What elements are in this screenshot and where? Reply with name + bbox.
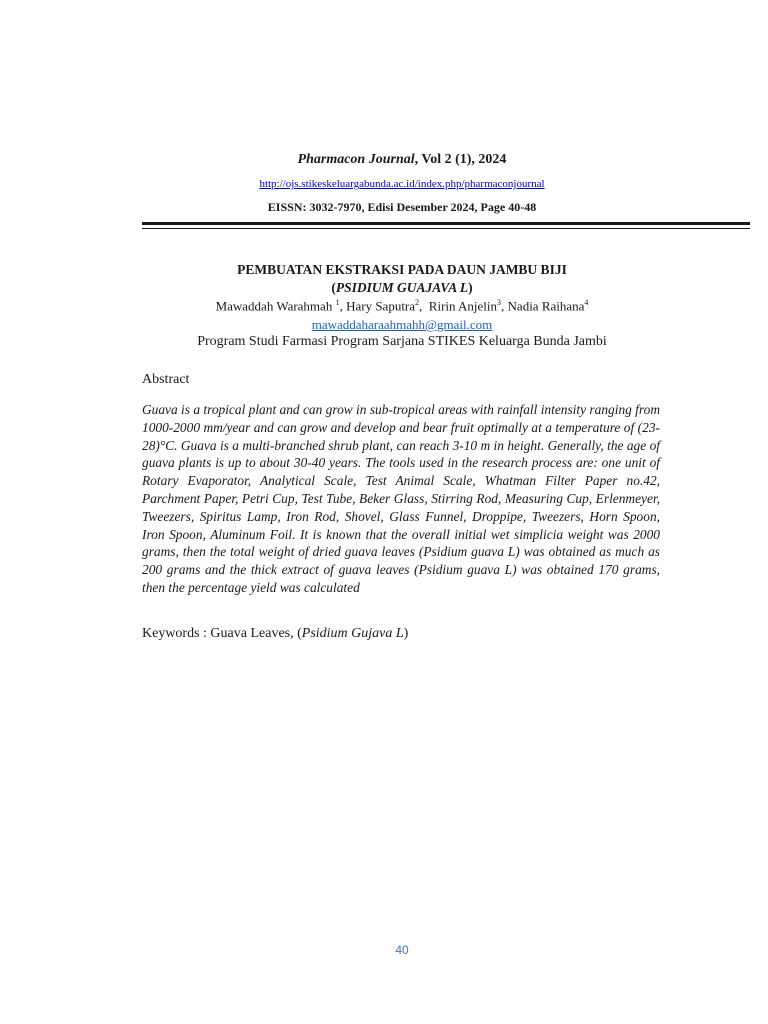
author-separator: , [419, 298, 429, 314]
paper-title-close-paren: ) [468, 280, 473, 295]
paper-title [142, 261, 662, 297]
journal-name: Pharmacon Journal [297, 152, 415, 167]
author-name: Nadia Raihana [507, 298, 585, 314]
author-affiliation-mark: 3 [497, 298, 502, 307]
paper-title-line2 [142, 279, 662, 297]
author-name: Ririn Anjelin [428, 298, 498, 314]
abstract-heading: Abstract [142, 372, 190, 387]
header-rule-thick [142, 222, 750, 225]
keywords-latin: Psidium Gujava L [301, 626, 404, 641]
header-rule-thin [142, 228, 750, 229]
author-name: Mawaddah Warahmah [215, 298, 333, 314]
journal-url [142, 178, 662, 190]
abstract-body: Guava is a tropical plant and can grow in sub-tropical areas with rainfall intensity ranging from 1000-2000 mm/year and can grow and develop and bear fruit optimally at a temperature of (23-28)°C. Guava is a multi-branched shrub plant, can reach 3-10 m in height. Generally, the age of guava plants is up to about 30-40 years. The tools used in the research process are: one unit of Rotary Evaporator, Analytical Scale, Test Animal Scale, Whatman Filter Paper no.42, Parchment Paper, Petri Cup, Test Tube, Beker Glass, Stirring Rod, Measuring Cup, Erlenmeyer, Tweezers, Spiritus Lamp, Iron Rod, Shovel, Glass Funnel, Droppipe, Tweezers, Horn Spoon, Iron Spoon, Aluminum Foil. It is known that the overall initial wet simplicia weight was 2000 grams, then the total weight of dried guava leaves (Psidium guava L) was obtained as much as 200 grams and the thick extract of guava leaves (Psidium guava L) was obtained 170 grams, then the percentage yield was calculated [142, 402, 660, 595]
author-affiliation-mark: 1 [335, 298, 340, 307]
paper-title-line1: PEMBUATAN EKSTRAKSI PADA DAUN JAMBU BIJI [237, 262, 567, 277]
page-number: 40 [395, 943, 409, 957]
keywords-label: Keywords : Guava Leaves, ( [142, 626, 302, 641]
author-separator: , [501, 298, 508, 314]
keywords-line [142, 626, 662, 642]
author-affiliation-mark: 4 [584, 298, 589, 307]
author-list [142, 298, 662, 314]
affiliation: Program Studi Farmasi Program Sarjana STIKES Keluarga Bunda Jambi [197, 334, 607, 349]
author-name: Hary Saputra [346, 298, 416, 314]
author-affiliation-mark: 2 [415, 298, 420, 307]
corresponding-email [142, 317, 662, 333]
keywords-close-paren: ) [403, 626, 409, 641]
eissn-line: EISSN: 3032-7970, Edisi Desember 2024, Page 40-48 [267, 200, 537, 214]
journal-url-link[interactable]: http://ojs.stikeskeluargabunda.ac.id/index.php/pharmaconjournal [259, 178, 545, 190]
email-link[interactable]: mawaddaharaahmahh@gmail.com [311, 317, 493, 332]
author-separator: , [339, 298, 347, 314]
journal-title [142, 152, 662, 168]
paper-title-latin: PSIDIUM GUAJAVA L [335, 280, 469, 295]
paper-title-open-paren: ( [331, 280, 336, 295]
journal-issue: , Vol 2 (1), 2024 [414, 152, 507, 167]
